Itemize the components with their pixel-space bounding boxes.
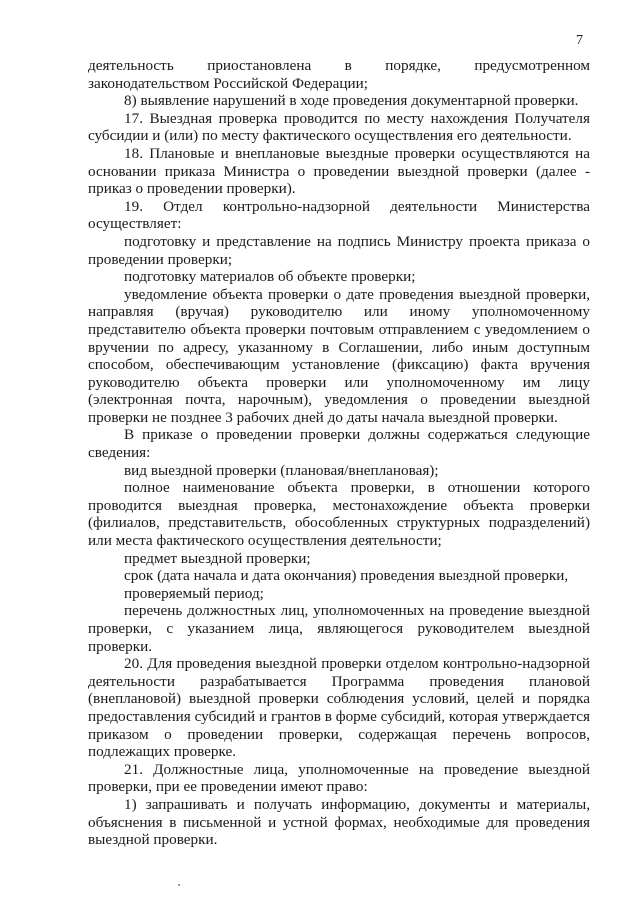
scan-speck (178, 884, 180, 886)
list-item-8: 8) выявление нарушений в ходе проведения документарной проверки. (124, 92, 579, 110)
clause-19-item-1: подготовку и представление на подпись Министру проекта приказа о проведении проверки; (88, 232, 590, 268)
clause-21: 21. Должностные лица, уполномоченные на проведение выездной проверки, при ее проведении имеют право: (88, 760, 590, 796)
page-number: 7 (576, 33, 583, 48)
order-item-officials: перечень должностных лиц, уполномоченных на проведение выездной проверки, с указанием лица, являющегося руководителем выездной проверки. (88, 602, 590, 655)
clause-19-item-2: подготовку материалов об объекте проверки; (124, 268, 416, 286)
order-contents-intro: В приказе о проведении проверки должны содержаться следующие сведения: (88, 426, 590, 462)
clause-19-item-3: уведомление объекта проверки о дате проведения выездной проверки, направляя (вручая) руководителю или иному уполномоченному представителю объекта проверки почтовым отправлением с уведомлением о вручении по адресу, указанному в Соглашении, либо иным доступным способом, обеспечивающим установление (фиксацию) факта вручения руководителю объекта проверки или уполномоченному им лицу (электронная почта, нарочным), уведомления о проведении выездной проверки не позднее 3 рабочих дней до даты начала выездной проверки. (88, 285, 590, 426)
document-body (88, 57, 590, 849)
order-item-term: срок (дата начала и дата окончания) проведения выездной проверки, (124, 567, 569, 585)
clause-20: 20. Для проведения выездной проверки отделом контрольно-надзорной деятельности разрабатывается Программа проведения плановой (внеплановой) выездной проверки соблюдения условий, целей и порядка предоставления субсидий и грантов в форме субсидий, которая утверждается приказом о проведении проверки, содержащая перечень вопросов, подлежащих проверке. (88, 655, 590, 761)
order-item-period: проверяемый период; (124, 584, 264, 602)
order-item-object: полное наименование объекта проверки, в отношении которого проводится выездная проверка, местонахождение объекта проверки (филиалов, представительств, обособленных структурных подразделений) или места фактического осуществления деятельности; (88, 479, 590, 550)
clause-17: 17. Выездная проверка проводится по месту нахождения Получателя субсидии и (или) по месту фактического осуществления его деятельности. (88, 109, 590, 145)
order-item-subject: предмет выездной проверки; (124, 549, 311, 567)
clause-21-item-1: 1) запрашивать и получать информацию, документы и материалы, объяснения в письменной и устной формах, необходимые для проведения выездной проверки. (88, 795, 590, 849)
clause-18: 18. Плановые и внеплановые выездные проверки осуществляются на основании приказа Министра о проведении выездной проверки (далее - приказ о проведении проверки). (88, 144, 590, 198)
paragraph-continuation: деятельность приостановлена в порядке, предусмотренном законодательством Российской Федерации; (88, 57, 590, 92)
order-item-type: вид выездной проверки (плановая/внеплановая); (124, 461, 439, 479)
clause-19: 19. Отдел контрольно-надзорной деятельности Министерства осуществляет: (88, 197, 590, 233)
